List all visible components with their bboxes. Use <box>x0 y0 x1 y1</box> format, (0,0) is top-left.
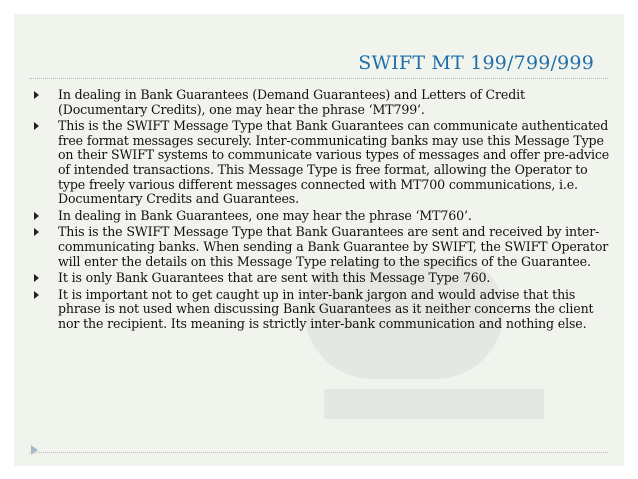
bullet-text: This is the SWIFT Message Type that Bank Guarantees can communicate authenticated free format messages securely. Inter-communicating banks may use this Message Type on their SWIFT systems to communicate various types of messages and offer pre-advice of intended transactions. This Message Type is free format, allowing the Operator to type freely various different messages connected with MT700 communications, i.e. Documentary Credits and Guarantees. <box>58 118 610 207</box>
bullet-text: It is only Bank Guarantees that are sent with this Message Type 760. <box>58 270 491 286</box>
bullet-arrow-icon <box>34 91 39 99</box>
bullet-item <box>28 288 613 332</box>
bullet-arrow-icon <box>34 122 39 130</box>
bullet-list <box>28 88 613 334</box>
bullet-item <box>28 119 613 207</box>
footer-arrow-icon <box>31 445 38 455</box>
bullet-arrow-icon <box>34 291 39 299</box>
slide <box>14 14 624 466</box>
bullet-arrow-icon <box>34 228 39 236</box>
bullet-item <box>28 88 613 117</box>
title-divider <box>29 78 608 79</box>
bullet-arrow-icon <box>34 274 39 282</box>
bullet-text: This is the SWIFT Message Type that Bank Guarantees are sent and received by inter-communicating banks. When sending a Bank Guarantee by SWIFT, the SWIFT Operator will enter the details on this Message Type relating to the specifics of the Guarantee. <box>58 224 609 269</box>
bullet-text: It is important not to get caught up in inter-bank jargon and would advise that this phrase is not used when discussing Bank Guarantees as it neither concerns the client nor the recipient. Its meaning is strictly inter-bank communication and nothing else. <box>58 286 594 331</box>
bullet-item <box>28 225 613 269</box>
bullet-text: In dealing in Bank Guarantees (Demand Guarantees) and Letters of Credit (Documentary Credits), one may hear the phrase ‘MT799’. <box>58 87 525 117</box>
bullet-item <box>28 209 613 224</box>
slide-title: SWIFT MT 199/799/999 <box>358 52 594 74</box>
bullet-text: In dealing in Bank Guarantees, one may hear the phrase ‘MT760’. <box>58 207 472 223</box>
footer-divider <box>29 452 608 453</box>
bullet-item <box>28 271 613 286</box>
bullet-arrow-icon <box>34 212 39 220</box>
